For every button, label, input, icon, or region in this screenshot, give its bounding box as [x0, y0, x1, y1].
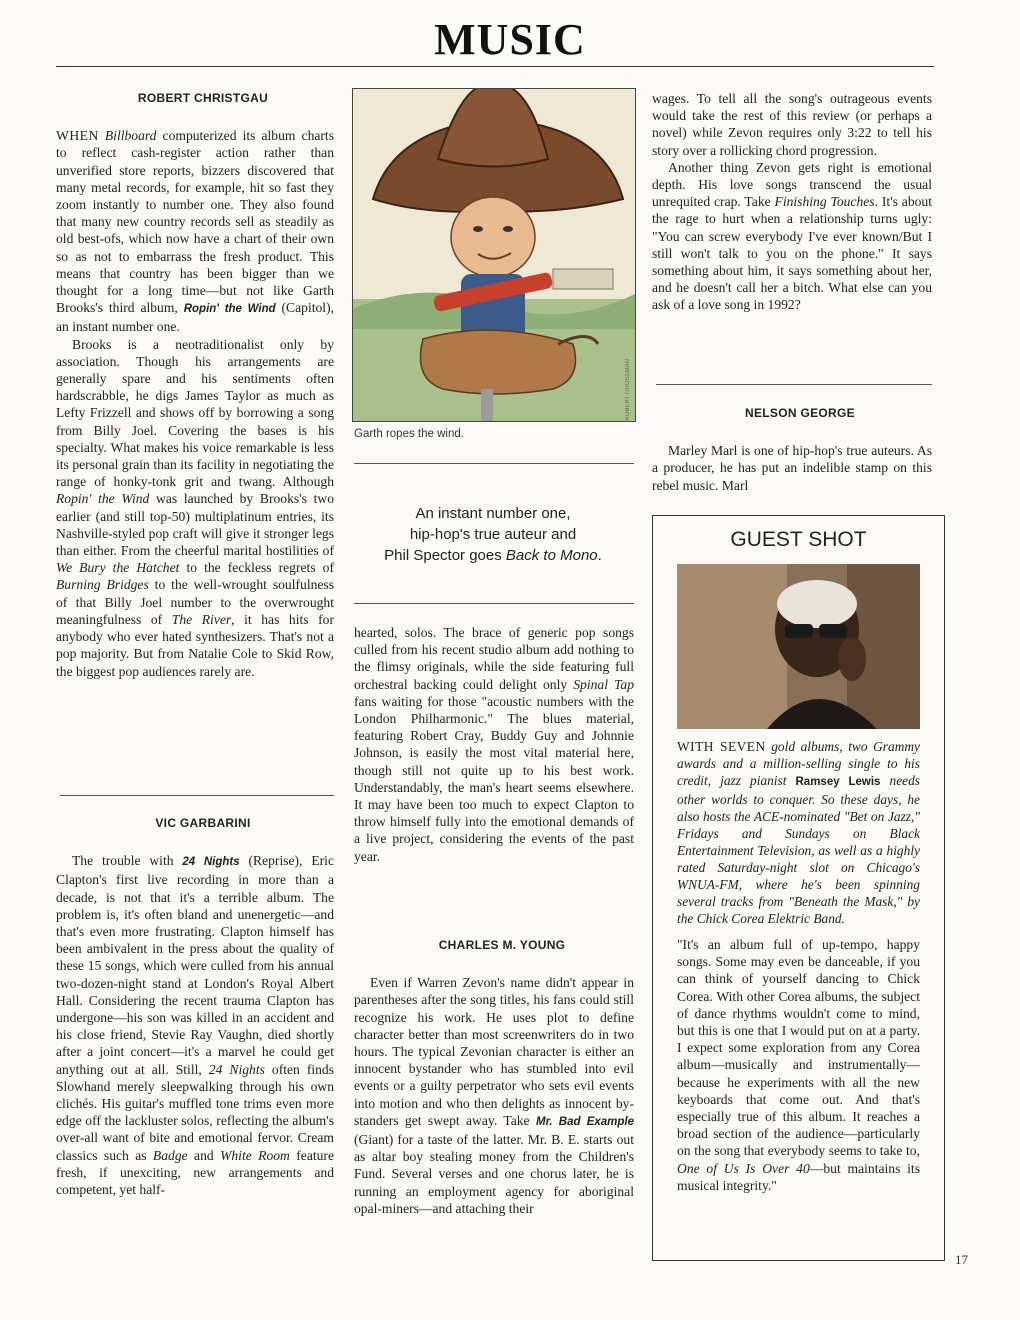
column-1	[56, 90, 334, 680]
young-paragraph-3: Another thing Zevon gets right is emotional depth. His love songs transcend the usual unrequited crap. Take Finishing Touches. It's about the rage to hurt when a relationship turns ugly: "You can screw everybody I've ever known/But I still won't talk to you on the phone." It says something about him, it says something about her, and he doesn't call her a bitch. What else can you ask of a love song in 1992?	[652, 159, 932, 313]
byline-george: NELSON GEORGE	[745, 406, 855, 420]
separator-pullquote	[354, 603, 634, 604]
album-title: Mr. Bad Example	[535, 1115, 634, 1128]
byline-christgau: ROBERT CHRISTGAU	[137, 91, 269, 105]
pull-quote	[352, 503, 634, 566]
pull-quote-line-1: An instant number one,	[415, 505, 571, 522]
header-rule	[56, 66, 934, 67]
illustration-caption: Garth ropes the wind.	[354, 428, 464, 440]
guest-shot-intro: WITH SEVEN gold albums, two Grammy awards and a million-selling single to his credit, jazz pianist Ramsey Lewis needs other worlds to conquer. So these days, he also hosts the ACE-nominated "Bet on Jazz," Fridays and Sundays on Black Entertainment Television, as well as a highly rated Saturday-night slot on Chicago's WNUA-FM, where he's been spinning several tracks from "Beneath the Mask," by the Chick Corea Elektric Band.	[677, 739, 920, 926]
separator-col1	[60, 795, 334, 796]
garth-illustration	[352, 88, 636, 422]
portrait-photo-icon	[677, 564, 920, 729]
album-title: 24 Nights	[182, 856, 240, 869]
young-paragraph-1: Even if Warren Zevon's name didn't appear in parentheses after the song titles, his fans could still recognize his work. He uses plot to define character better than most screenwriters do in two hours. The typical Zevonian character is either an innocent bystander who has stumbled into evil events or a guilty perpetrator who sets evil events into motion and who then delights as innocent bystanders get swept away. Take Mr. Bad Example (Giant) for a taste of the latter. Mr. B. E. starts out as altar boy stealing money from the Children's Fund. Several verses and one chorus later, he is running an employment agency for aboriginal opal-miners—and attaching their	[354, 975, 634, 1216]
section-title: MUSIC	[434, 15, 586, 64]
ramsey-lewis-photo	[677, 564, 920, 729]
separator-col3	[656, 384, 932, 385]
garbarini-paragraph-2: hearted, solos. The brace of generic pop songs culled from his recent studio album add nothing to the flimsy originals, while the side featuring full orchestral backing could delight only Spinal Tap fans waiting for those "acoustic numbers with the London Philharmonic." The blues material, featuring Robert Cray, Buddy Guy and Johnnie Johnson, is easily the most vital material here, though still not quite up to his best work. Understandably, the man's heart seems elsewhere. It may have been too much to expect Clapton to throw himself fully into the emotional demands of a live project, considering the events of the past year.	[354, 625, 634, 864]
pull-quote-line-3: Phil Spector goes Back to Mono.	[384, 547, 602, 564]
young-paragraph-2: wages. To tell all the song's outrageous events would take the rest of this review (or perhaps a novel) while Zevon requires only 3:22 to tell his story over a rollicking chord progression.	[652, 91, 932, 158]
byline-young: CHARLES M. YOUNG	[438, 938, 566, 952]
christgau-paragraph-2: Brooks is a neotraditionalist only by association. Though his arrangements are generally spare and his sentiments often hardscrabble, he digs James Taylor as much as Lefty Frizzell and shows off by borrowing a song from Billy Joel. Covering the bases is his specialty. What makes his voice remarkable is less its personal grain than its facility in negotiating the range of honky-tonk grit and twang. Although Ropin' the Wind was launched by Brooks's two earlier (and still top-50) multiplatinum entries, its Nashville-styled pop craft will give it stronger legs than either. From the cheerful marital hostilities of We Bury the Hatchet to the feckless regrets of Burning Bridges to the well-wrought soulfulness of that Billy Joel number to the overwrought meaningfulness of The River, it has hits for anybody who ever hated synthesizers. That's not a pop majority. But from Natalie Cole to Skid Row, the biggest pop audiences rarely are.	[56, 336, 335, 679]
column-3	[652, 90, 932, 314]
column-2-lower	[354, 937, 634, 1217]
guest-shot-quote: "It's an album full of up-tempo, happy songs. Some may even be danceable, if you can think of yourself dancing to Chick Corea. With other Corea albums, the subject of dance rhythms wouldn't come to mind, but this is one that I would put on at a party. I expect some exploration from any Corea album—musically and instrumentally—because he experiments with all the new keyboards that come out. And that's especially true of this album. It reaches a broad section of the audience—particularly on the song that everybody seems to take to, One of Us Is Over 40—but maintains its musical integrity."	[677, 937, 920, 1193]
lead-caps: WHEN	[56, 128, 99, 144]
guest-shot-box	[652, 515, 945, 1261]
illustration-credit: ROBERT GROSSMAN	[625, 359, 631, 421]
lead-caps: WITH SEVEN	[677, 739, 766, 754]
separator-caption	[354, 463, 634, 464]
guest-name: Ramsey Lewis	[795, 776, 881, 788]
guest-shot-title: GUEST SHOT	[730, 528, 867, 551]
garbarini-paragraph-1: The trouble with 24 Nights (Reprise), Eric Clapton's first live recording in more than a decade, is not that it's a terrible album. The problem is, it's often bland and unenergetic—and that's even more frustrating. Clapton himself has been ambivalent in the press about the quality of these 15 songs, which were culled from his annual two-dozen-night stand at London's Royal Albert Hall. Considering the recent trauma Clapton has undergone—his son was killed in an accident and his close friend, Stevie Ray Vaughn, died shortly after a joint concert—it's a marvel he could get anything out at all. Still, 24 Nights often finds Slowhand merely sleepwalking through his own clichés. His guitar's muffled tone trims even more edge off the lackluster solos, reflecting the album's over-all want of bite and emotional fervor. Cream classics such as Badge and White Room feature fresh, if unexciting, new arrangements and competent, yet half-	[56, 853, 335, 1198]
byline-garbarini: VIC GARBARINI	[155, 816, 251, 830]
column-1-lower	[56, 815, 334, 1198]
page-number: 17	[955, 1252, 968, 1267]
george-paragraph-1: Marley Marl is one of hip-hop's true auteurs. As a producer, he has put an indelible stamp on this rebel music. Marl	[652, 443, 932, 493]
cowboy-caricature-icon	[353, 89, 635, 421]
column-3-lower	[652, 405, 932, 494]
magazine-name: Billboard	[104, 128, 157, 144]
pull-quote-line-2: hip-hop's true auteur and	[409, 526, 577, 543]
album-title: Ropin' the Wind	[183, 303, 276, 316]
column-2-text	[354, 624, 634, 865]
christgau-paragraph-1: WHEN Billboard computerized its album charts to reflect cash-register action rather than unverified store reports, bizzers discovered that many metal records, for example, hit so fast they zoom instantly to number one. They also found that many new country records sell as steadily as old best-ofs, which now have a chart of their own so as not to embarrass the fresh product. This means that country has been bigger than we thought for a long time—but not like Garth Brooks's third album, Ropin' the Wind (Capitol), an instant number one.	[56, 128, 334, 335]
